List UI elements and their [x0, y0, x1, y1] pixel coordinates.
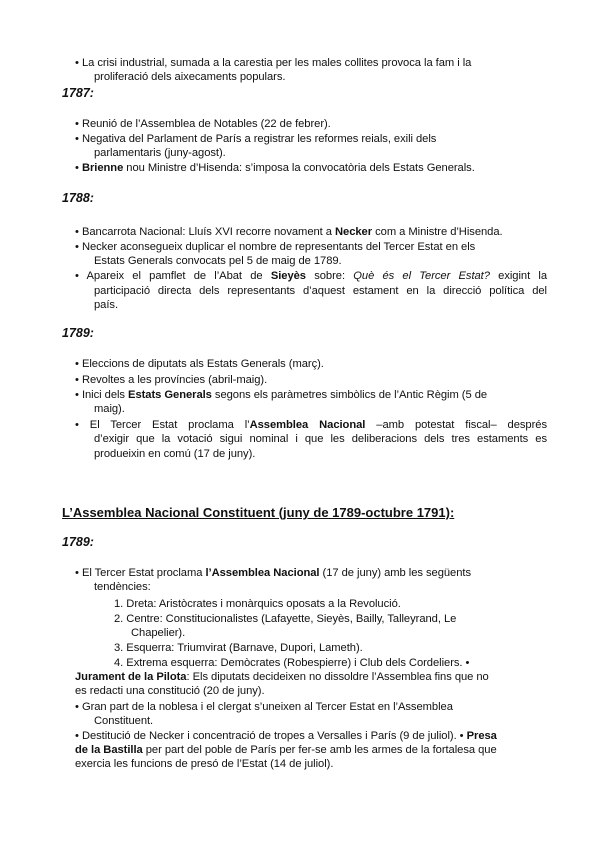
bullet-line: • Inici dels Estats Generals segons els paràmetres simbòlics de l’Antic Règim (5 de — [75, 389, 488, 401]
bullet-line: • Destitució de Necker i concentració de tropes a Versalles i París (9 de juliol). • Presa — [75, 730, 497, 742]
bullet-line: • Bancarrota Nacional: Lluís XVI recorre novament a Necker com a Ministre d’Hisenda. — [75, 226, 503, 238]
bullet-continuation: participació directa dels representants d’aquest estament en la direcció política del — [94, 285, 547, 297]
bullet-line: • Negativa del Parlament de París a registrar les reformes reials, exili dels — [75, 133, 437, 145]
bullet-line: • Revoltes a les províncies (abril-maig). — [75, 374, 268, 386]
jurament-continuation: es redacti una constitució (20 de juny). — [75, 685, 265, 697]
year-heading-1788: 1788: — [62, 191, 94, 205]
bullet-line: • Eleccions de diputats als Estats Generals (març). — [75, 358, 324, 370]
list-item: 2. Centre: Constitucionalistes (Lafayette, Sieyès, Bailly, Talleyrand, Le — [114, 613, 457, 625]
year-heading-1789: 1789: — [62, 326, 94, 340]
list-item: 4. Extrema esquerra: Demòcrates (Robespierre) i Club dels Cordeliers. • — [114, 657, 470, 669]
bullet-continuation: exercia les funcions de presó de l’Estat (14 de juliol). — [75, 758, 334, 770]
bullet-continuation: parlamentaris (juny-agost). — [94, 147, 226, 159]
year-heading-1787: 1787: — [62, 86, 94, 100]
bullet-line: • Brienne nou Ministre d’Hisenda: s’imposa la convocatòria dels Estats Generals. — [75, 162, 475, 174]
jurament-line: Jurament de la Pilota: Els diputats decideixen no dissoldre l’Assemblea fins que no — [75, 671, 489, 683]
bullet-continuation: produeixin en comú (17 de juny). — [94, 448, 256, 460]
bullet-line: • Gran part de la noblesa i el clergat s’uneixen al Tercer Estat en l’Assemblea — [75, 701, 453, 713]
bullet-continuation: de la Bastilla per part del poble de París per fer-se amb les armes de la fortalesa que — [75, 744, 497, 756]
bullet-line: • La crisi industrial, sumada a la carestia per les males collites provoca la fam i la — [75, 57, 472, 69]
bullet-continuation: proliferació dels aixecaments populars. — [94, 71, 286, 83]
section-title: L’Assemblea Nacional Constituent (juny de 1789-octubre 1791): — [62, 505, 455, 520]
bullet-continuation: Estats Generals convocats pel 5 de maig de 1789. — [94, 255, 342, 267]
list-item: 3. Esquerra: Triumvirat (Barnave, Dupori, Lameth). — [114, 642, 363, 654]
bullet-continuation: maig). — [94, 403, 125, 415]
bullet-line: • El Tercer Estat proclama l’Assemblea Nacional (17 de juny) amb les següents — [75, 567, 471, 579]
bullet-line: • Necker aconsegueix duplicar el nombre de representants del Tercer Estat en els — [75, 241, 476, 253]
list-item: 1. Dreta: Aristòcrates i monàrquics oposats a la Revolució. — [114, 598, 401, 610]
bullet-line: • Apareix el pamflet de l’Abat de Sieyès sobre: Què és el Tercer Estat? exigint la — [75, 270, 547, 282]
list-item-continuation: Chapelier). — [131, 627, 186, 639]
bullet-line: • Reunió de l’Assemblea de Notables (22 de febrer). — [75, 118, 331, 130]
bullet-line: • El Tercer Estat proclama l’Assemblea Nacional –amb potestat fiscal– després — [75, 419, 547, 431]
bullet-continuation: Constituent. — [94, 715, 154, 727]
bullet-continuation: d’exigir que la votació sigui nominal i que les deliberacions dels tres estaments es — [94, 433, 547, 445]
bullet-continuation: país. — [94, 299, 119, 311]
year-heading-1789: 1789: — [62, 535, 94, 549]
bullet-continuation: tendències: — [94, 581, 151, 593]
